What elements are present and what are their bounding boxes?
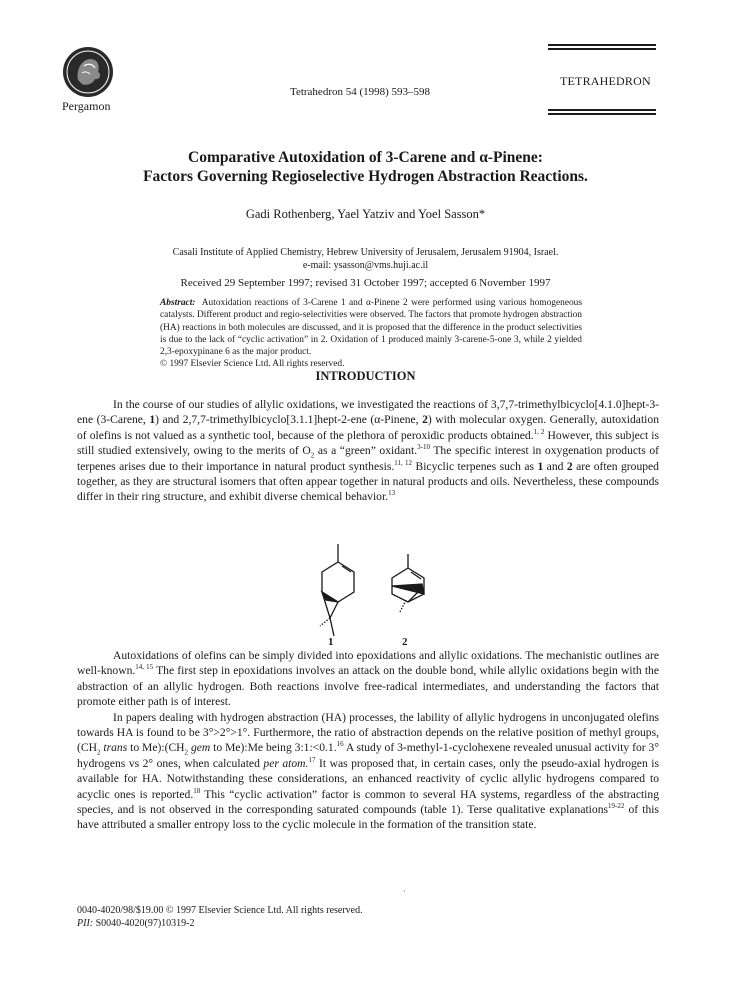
- structures-figure: [290, 540, 470, 650]
- paragraph-text: In the course of our studies of allylic oxidations, we investigated the reactions of 3,7,7-trimethylbicyclo[4.1.0]hept-3-ene (3-Carene, 1) and 2,7,7-trimethylbicyclo[3.1.1]hept-2-ene (α-Pinene, 2) with molecular oxygen. Generally, autoxidation of olefins is not valued as a synthetic tool, because of the plethora of peroxidic products obtained.$^{1, 2}$ However, this subject is still studied extensively, owing to the merits of $O_2$ as a “green” oxidant.$^{3-10}$ The specific interest in oxygenation products of terpenes arises due to their importance in natural product synthesis.$^{11, 12}$ Bicyclic terpenes such as 1 and 2 are often grouped together, as they are structural isomers that often appear together in natural products and oils. Nevertheless, these compounds differ in their ring structure, and exhibit diverse chemical behavior.$^{13}$: [77, 398, 660, 504]
- affiliation-email: e-mail: ysasson@vms.huji.ac.il: [302, 260, 429, 271]
- structure-3-carene: [320, 544, 354, 636]
- received-dates: Received 29 September 1997; revised 31 October 1997; accepted 6 November 1997: [180, 277, 551, 289]
- journal-banner: [548, 44, 656, 117]
- structure-alpha-pinene: [392, 554, 424, 612]
- banner-rule: [548, 48, 656, 50]
- pii-label: PII:: [77, 918, 94, 929]
- body-paragraphs: [77, 648, 659, 833]
- title-line: Factors Governing Regioselective Hydrogen Abstraction Reactions.: [143, 168, 588, 185]
- publisher-name: Pergamon: [62, 99, 111, 113]
- section-heading: INTRODUCTION: [315, 369, 416, 383]
- intro-paragraph: [77, 397, 659, 505]
- abstract: [160, 297, 582, 371]
- author-list: Gadi Rothenberg, Yael Yatziv and Yoel Sasson*: [245, 207, 486, 221]
- compound-label-1: 1: [328, 636, 334, 648]
- title-line: Comparative Autoxidation of 3-Carene and α-Pinene:: [188, 149, 543, 166]
- abstract-text: Autoxidation reactions of 3-Carene 1 and α-Pinene 2 were performed using various homogeneous catalysts. Different product and regio-selectivities were observed. The factors that promote hydrogen abstraction (HA) reactions in both molecules are discussed, and it is proposed that the difference in the product selectivities is due to the lack of “cyclic activation” in 2. Oxidation of 1 produced mainly 3-carene-5-one 3, while 2 yielded 2,3-epoxypinane 6 as the major product.: [160, 298, 582, 358]
- footer-pii: [77, 917, 363, 930]
- compound-label-2: 2: [402, 636, 408, 648]
- page-footer: [77, 904, 363, 930]
- journal-reference: Tetrahedron 54 (1998) 593–598: [290, 86, 431, 98]
- journal-name: TETRAHEDRON: [560, 74, 651, 88]
- stray-dot: ·: [403, 887, 406, 896]
- abstract-copyright: © 1997 Elsevier Science Ltd. All rights reserved.: [160, 359, 345, 370]
- affiliation: [0, 246, 731, 272]
- pii-value: S0040-4020(97)10319-2: [93, 918, 195, 929]
- paragraph-text: In papers dealing with hydrogen abstraction (HA) processes, the lability of allylic hydrogens in unconjugated olefins towards HA is found to be 3°>2°>1°. Furthermore, the ratio of abstraction depends on the relative position of methyl groups, ($CH_2$ trans to $Me):(CH_2$ gem to Me):Me being 3:1:<0.1.16 A study of 3-methyl-1-cyclohexene revealed unusual activity for 3° hydrogens vs 2° ones, when calculated per atom.$^{17}$ It was proposed that, in certain cases, only the pseudo-axial hydrogen is available for HA. Notwithstanding these considerations, an enhanced reactivity of cyclic allylic hydrogens compared to acyclic ones is reported.$^{18}$ This “cyclic activation” factor is common to several HA systems, regardless of the abstracting species, and is not observed in the corresponding saturated compounds (table 1). Terse qualitative explanations$^{19-22}$ of this have attributed a smaller entropy loss to the cyclic molecule in the formation of the transition state.: [77, 710, 660, 832]
- banner-rule: [548, 109, 656, 111]
- paragraph-text: Autoxidations of olefins can be simply divided into epoxidations and allylic oxidations. The mechanistic outlines are well-known.$^{14, 15}$ The first step in epoxidations involves an attack on the double bond, while allylic oxidations begin with the abstraction of an allylic hydrogen. Both reactions involve free-radical intermediates, and understanding the factors that promote either path is of interest.: [77, 649, 660, 709]
- paper-title: [0, 148, 731, 186]
- footer-copyright: 0040-4020/98/$19.00 © 1997 Elsevier Science Ltd. All rights reserved.: [77, 905, 363, 916]
- banner-rule: [548, 44, 656, 46]
- banner-rule: [548, 113, 656, 115]
- abstract-label: Abstract:: [160, 298, 196, 308]
- publisher-emblem-icon: [62, 46, 114, 98]
- structure-drawing: [290, 540, 470, 650]
- affiliation-institution: Casali Institute of Applied Chemistry, Hebrew University of Jerusalem, Jerusalem 91904, Israel.: [172, 247, 559, 258]
